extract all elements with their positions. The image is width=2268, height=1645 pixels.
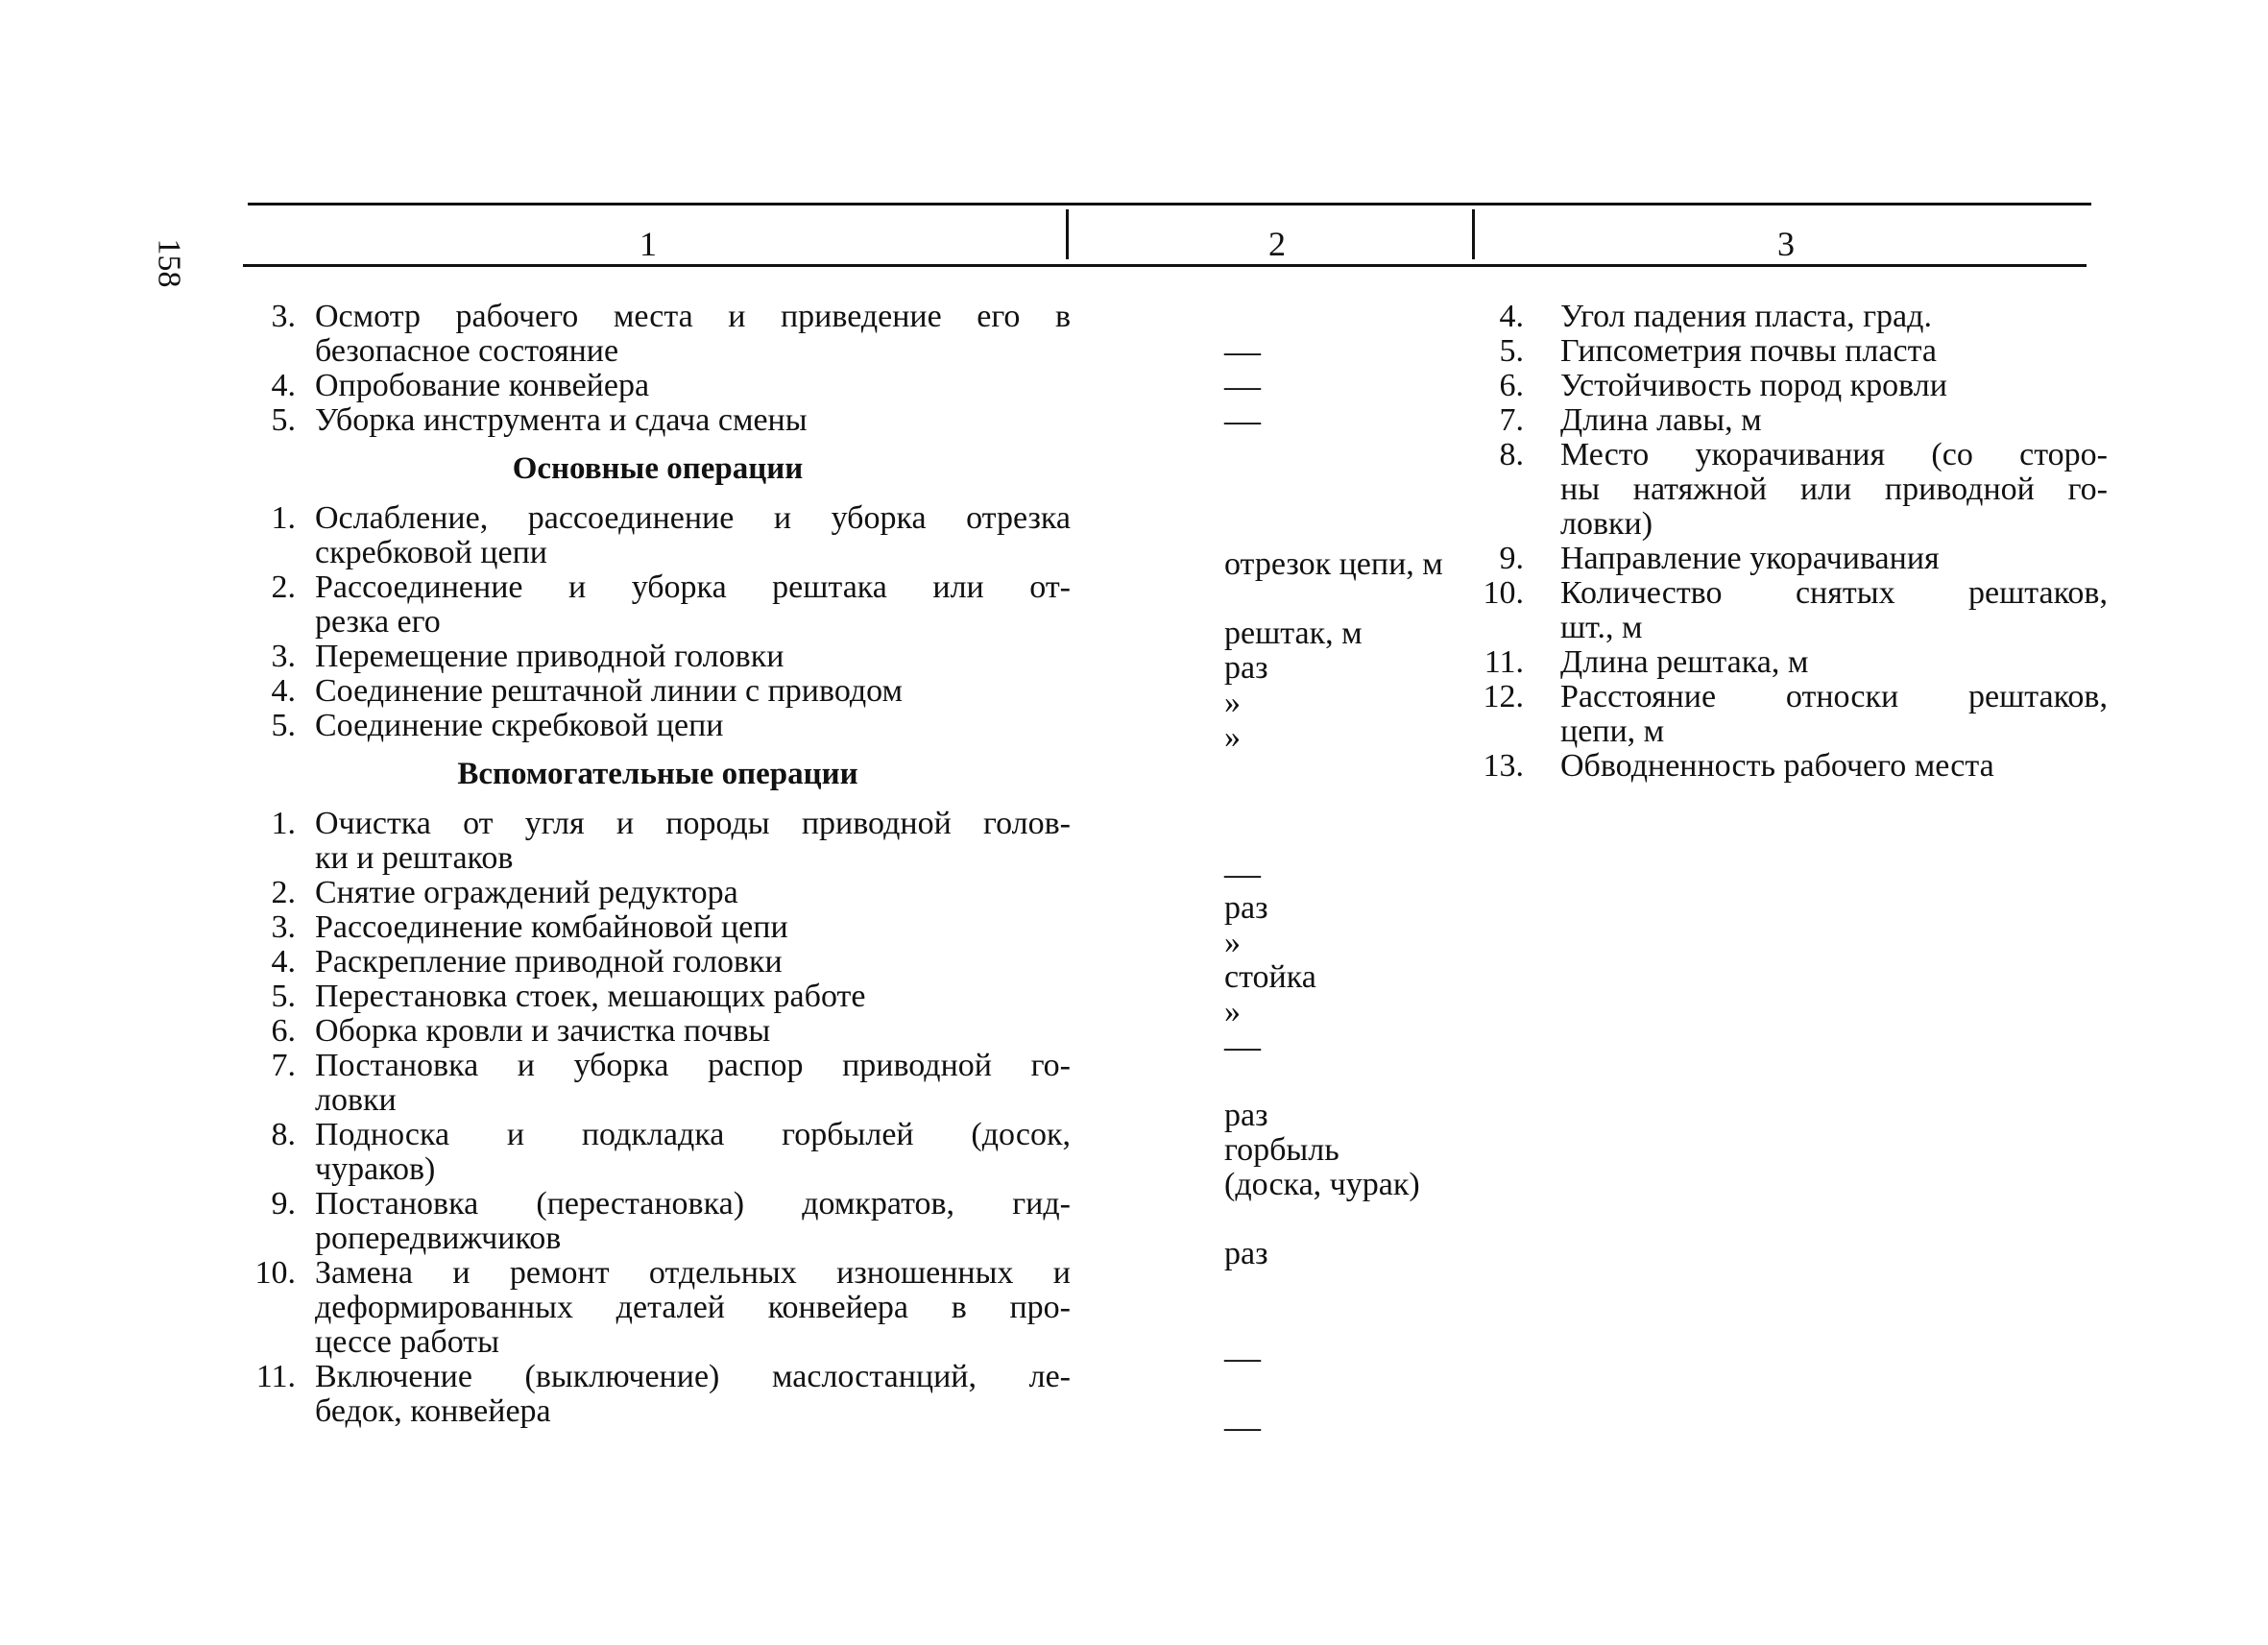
list-item: 3. Осмотр рабочего места и приведение его в безопасное состояние	[271, 299, 1071, 369]
list-item: 2. Снятие ограждений редуктора	[271, 875, 738, 910]
header-bottom-rule	[243, 264, 2087, 267]
section-title-aux: Вспомогательные операции	[457, 757, 858, 791]
unit-cell: —	[1224, 1338, 1261, 1378]
list-item: 4. Раскрепление приводной головки	[271, 944, 783, 980]
factors-column	[1474, 300, 2108, 784]
list-item: 5. Перестановка стоек, мешающих работе	[271, 979, 866, 1014]
list-item: 6. Оборка кровли и зачистка почвы	[271, 1013, 771, 1049]
unit-cell: горбыль	[1224, 1132, 1339, 1168]
list-item: 11. Длина рештака, м	[1484, 644, 1809, 680]
list-item: 5. Соединение скребковой цепи	[271, 708, 724, 743]
list-item: 9. Направление укорачивания	[1499, 541, 1940, 576]
list-item: 4. Угол падения пласта, град.	[1499, 299, 1932, 334]
list-item: 6. Устойчивость пород кровли	[1499, 368, 1947, 403]
column-divider-1	[1066, 209, 1069, 259]
list-item: 7. Длина лавы, м	[1499, 402, 1762, 438]
unit-cell: раз	[1224, 1098, 1268, 1133]
unit-cell: раз	[1224, 890, 1268, 926]
list-item: 8. Место укорачивания (со сторо- ны натяжной или приводной го- ловки)	[1499, 437, 2108, 542]
unit-cell: »	[1224, 719, 1241, 755]
unit-cell: —	[1224, 1027, 1261, 1067]
unit-cell: —	[1224, 1407, 1261, 1447]
list-item: 3. Перемещение приводной головки	[271, 639, 784, 674]
section-title-main: Основные операции	[512, 451, 804, 486]
column-header-3: 3	[1777, 225, 1795, 263]
list-item: 4. Соединение рештачной линии с приводом	[271, 673, 903, 709]
list-item: 1. Ослабление, рассоединение и уборка отрезка скребковой цепи	[271, 500, 1071, 570]
page-number: 158	[151, 238, 187, 288]
list-item: 11. Включение (выключение) маслостанций, ле- бедок, конвейера	[255, 1359, 1071, 1429]
unit-cell: рештак, м	[1224, 616, 1363, 651]
list-item: 8. Подноска и подкладка горбылей (досок, чураков)	[271, 1117, 1071, 1187]
table-top-rule	[248, 203, 2091, 206]
list-item: 5. Гипсометрия почвы пласта	[1499, 333, 1937, 369]
list-item: 9. Постановка (перестановка) домкратов, гид- ропередвижчиков	[271, 1186, 1071, 1256]
list-item: 10. Количество снятых рештаков, шт., м	[1483, 575, 2108, 645]
unit-cell: раз	[1224, 1236, 1268, 1271]
list-item: 10. Замена и ремонт отдельных изношенных и деформированных деталей конвейера в про- цессе работы	[254, 1255, 1071, 1360]
unit-cell: (доска, чурак)	[1224, 1167, 1420, 1202]
unit-cell: »	[1224, 685, 1241, 720]
column-header-2: 2	[1268, 225, 1286, 263]
unit-cell: —	[1224, 854, 1261, 894]
unit-cell: стойка	[1224, 959, 1316, 995]
column-divider-2	[1472, 209, 1475, 259]
list-item: 1. Очистка от угля и породы приводной голов- ки и рештаков	[271, 806, 1071, 876]
unit-cell: раз	[1224, 650, 1268, 686]
unit-cell: —	[1224, 366, 1261, 406]
unit-cell: отрезок цепи, м	[1224, 546, 1443, 582]
column-header-1: 1	[639, 225, 657, 263]
list-item: 5. Уборка инструмента и сдача смены	[271, 402, 808, 438]
operations-column	[245, 300, 1071, 1429]
list-item: 4. Опробование конвейера	[271, 368, 650, 403]
unit-cell: »	[1224, 925, 1241, 960]
list-item: 3. Рассоединение комбайновой цепи	[271, 909, 788, 945]
unit-cell: »	[1224, 994, 1241, 1029]
list-item: 7. Постановка и уборка распор приводной го- ловки	[271, 1048, 1071, 1118]
unit-cell: —	[1224, 400, 1261, 441]
list-item: 13. Обводненность рабочего места	[1483, 748, 1994, 784]
unit-cell: —	[1224, 331, 1261, 372]
list-item: 12. Расстояние относки рештаков, цепи, м	[1483, 679, 2108, 749]
list-item: 2. Рассоединение и уборка рештака или от- резка его	[271, 569, 1071, 640]
